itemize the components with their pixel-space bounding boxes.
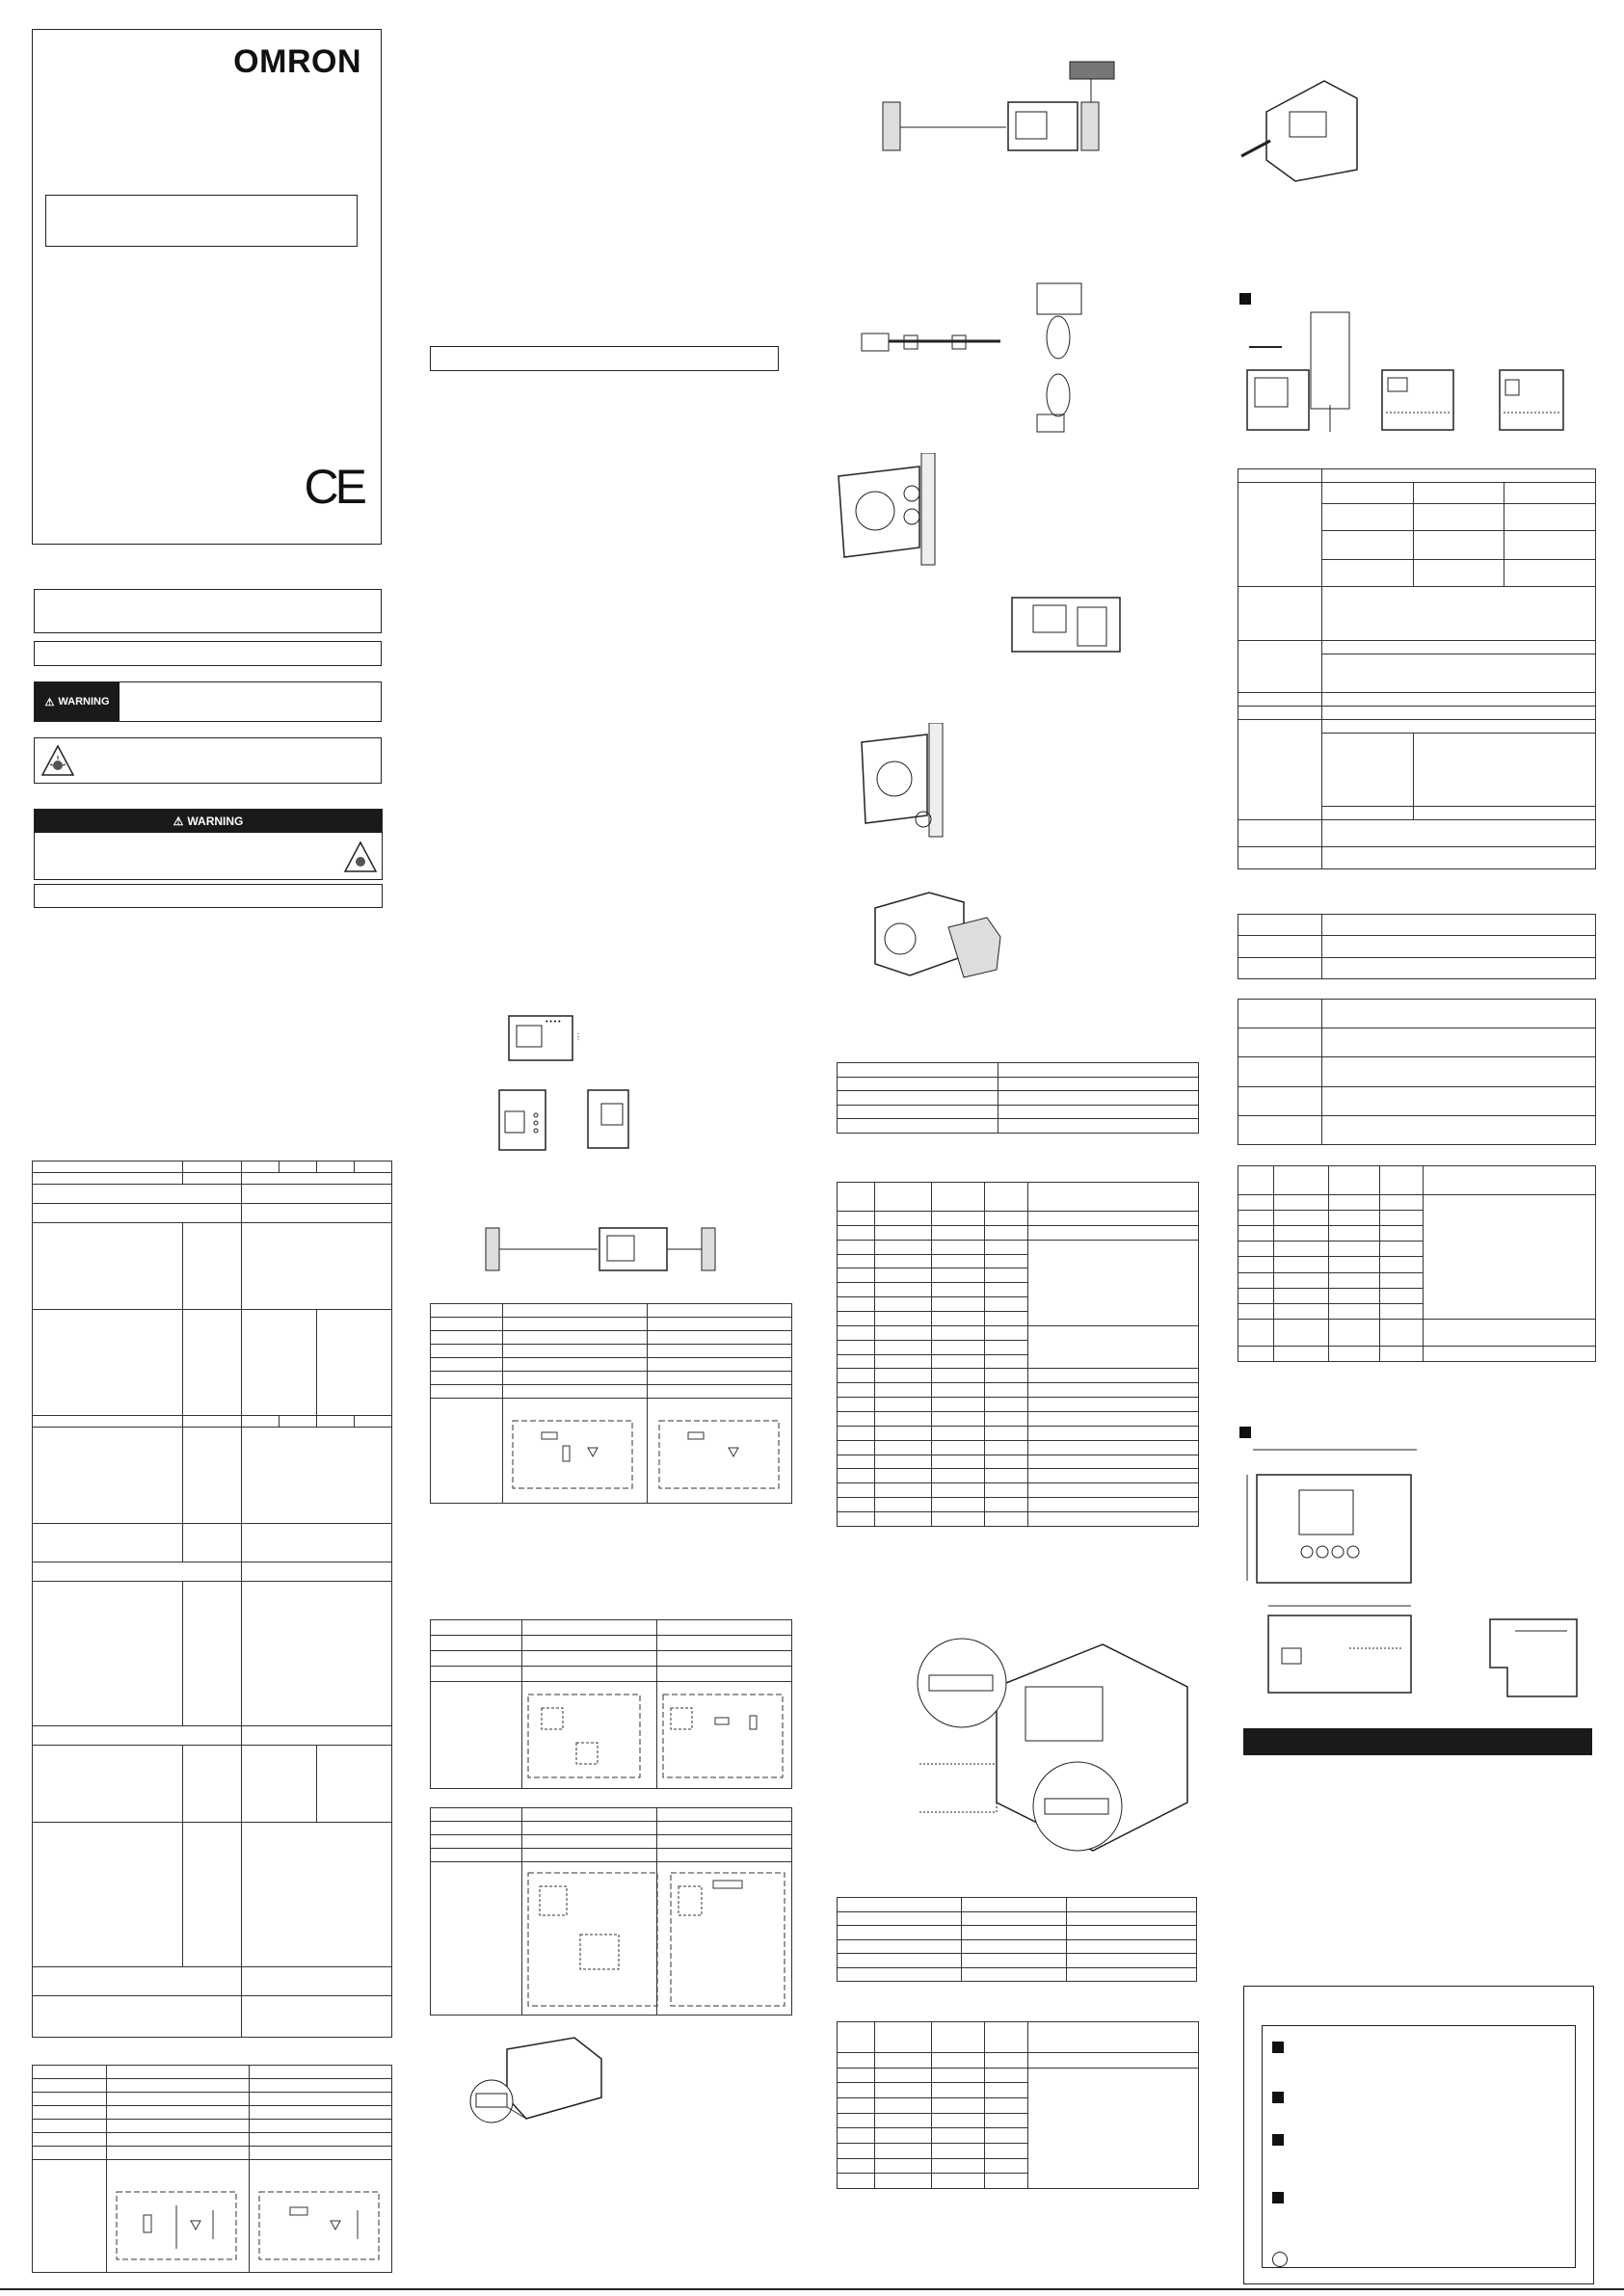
- input-spec-table: [430, 1303, 792, 1504]
- input-circuit-diagram: [109, 2186, 244, 2269]
- accessory-table: [837, 1062, 1199, 1134]
- ce-mark: CE: [304, 460, 363, 514]
- notes-frame-inner: [1262, 2025, 1576, 2268]
- footer-rule: [0, 2288, 1624, 2290]
- controller-vertical-drawing: [495, 1086, 549, 1154]
- indicator-table-2: [1238, 999, 1596, 1145]
- output-circuit-diagram: [252, 2186, 386, 2269]
- io-circuit-table-1: [32, 2065, 392, 2273]
- output-spec-table: [430, 1619, 792, 1789]
- notice-box-3: [34, 884, 383, 908]
- terminal-pin-table: [837, 2021, 1199, 2189]
- input-circuit-diagram-2: [650, 1413, 790, 1500]
- controller-connection-drawing: [482, 1220, 723, 1278]
- connector-attachment-drawing: [910, 1619, 1191, 1872]
- explosion-symbol-box: [34, 737, 382, 784]
- warning-section: [34, 809, 383, 880]
- svg-text:⋮: ⋮: [574, 1032, 582, 1041]
- warning-triangle-icon: ⚠: [44, 696, 55, 708]
- recycle-circle-icon: [1272, 2252, 1288, 2267]
- cable-drawing: [856, 280, 1103, 434]
- dimensions-side-drawing: [1480, 1610, 1586, 1700]
- part-names-table: [1238, 468, 1596, 869]
- dimensions-front-drawing: [1243, 1446, 1426, 1590]
- section-bullet: [1239, 293, 1251, 305]
- terminal-block-drawing: [468, 2030, 603, 2126]
- input-circuit-diagram: [503, 1413, 644, 1500]
- notice-box-2: [34, 641, 382, 666]
- section-bullet: [1239, 1427, 1251, 1438]
- warning-triangle-icon: ⚠: [173, 814, 184, 828]
- io-circuit-diagram-2: [665, 1867, 790, 2012]
- specifications-table-1: [32, 1161, 392, 2038]
- note-bullet: [1272, 2042, 1284, 2053]
- cable-table: [837, 1897, 1197, 1982]
- power-connection-drawing: [1238, 73, 1359, 183]
- warning-label: ⚠ WARNING: [35, 682, 120, 721]
- din-rail-removal-drawing: [852, 723, 948, 839]
- controller-rail-drawing: [1006, 584, 1131, 661]
- controller-front-drawing: [505, 1012, 582, 1065]
- device-panel-dots: • • • •: [546, 1019, 561, 1026]
- title-box: [45, 195, 358, 247]
- output-circuit-diagram: [522, 1689, 648, 1785]
- io-spec-table-2: [430, 1807, 792, 2016]
- controller-side-drawing: [584, 1086, 632, 1152]
- part-names-front-drawing: [1243, 308, 1359, 443]
- din-rail-mounting-drawing: [829, 453, 945, 569]
- switch-setting-table: [1238, 1165, 1596, 1362]
- note-bullet: [1272, 2134, 1284, 2146]
- explosion-symbol-icon: [343, 841, 378, 873]
- connector-pin-table: [837, 1182, 1199, 1527]
- indicator-table-1: [1238, 914, 1596, 979]
- column-2-notice-box: [430, 346, 779, 371]
- dimensions-top-drawing: [1263, 1600, 1417, 1700]
- part-names-bottom-drawing: [1496, 366, 1567, 434]
- omron-logo: OMRON: [233, 43, 361, 80]
- section-heading-bar: [1243, 1728, 1592, 1755]
- io-circuit-diagram: [522, 1867, 663, 2012]
- cover-attachment-drawing: [871, 889, 1016, 985]
- warning-banner: ⚠ WARNING: [35, 810, 382, 833]
- notes-frame-outer: [1243, 1986, 1594, 2284]
- warning-definition-box: [34, 681, 382, 722]
- notice-box-1: [34, 589, 382, 633]
- explosion-symbol-icon: [40, 743, 76, 780]
- cover-panel: [32, 29, 382, 545]
- part-names-top-drawing: [1378, 366, 1457, 434]
- output-circuit-diagram-2: [657, 1689, 788, 1785]
- note-bullet: [1272, 2092, 1284, 2103]
- note-bullet: [1272, 2192, 1284, 2203]
- system-connection-drawing: [877, 58, 1118, 154]
